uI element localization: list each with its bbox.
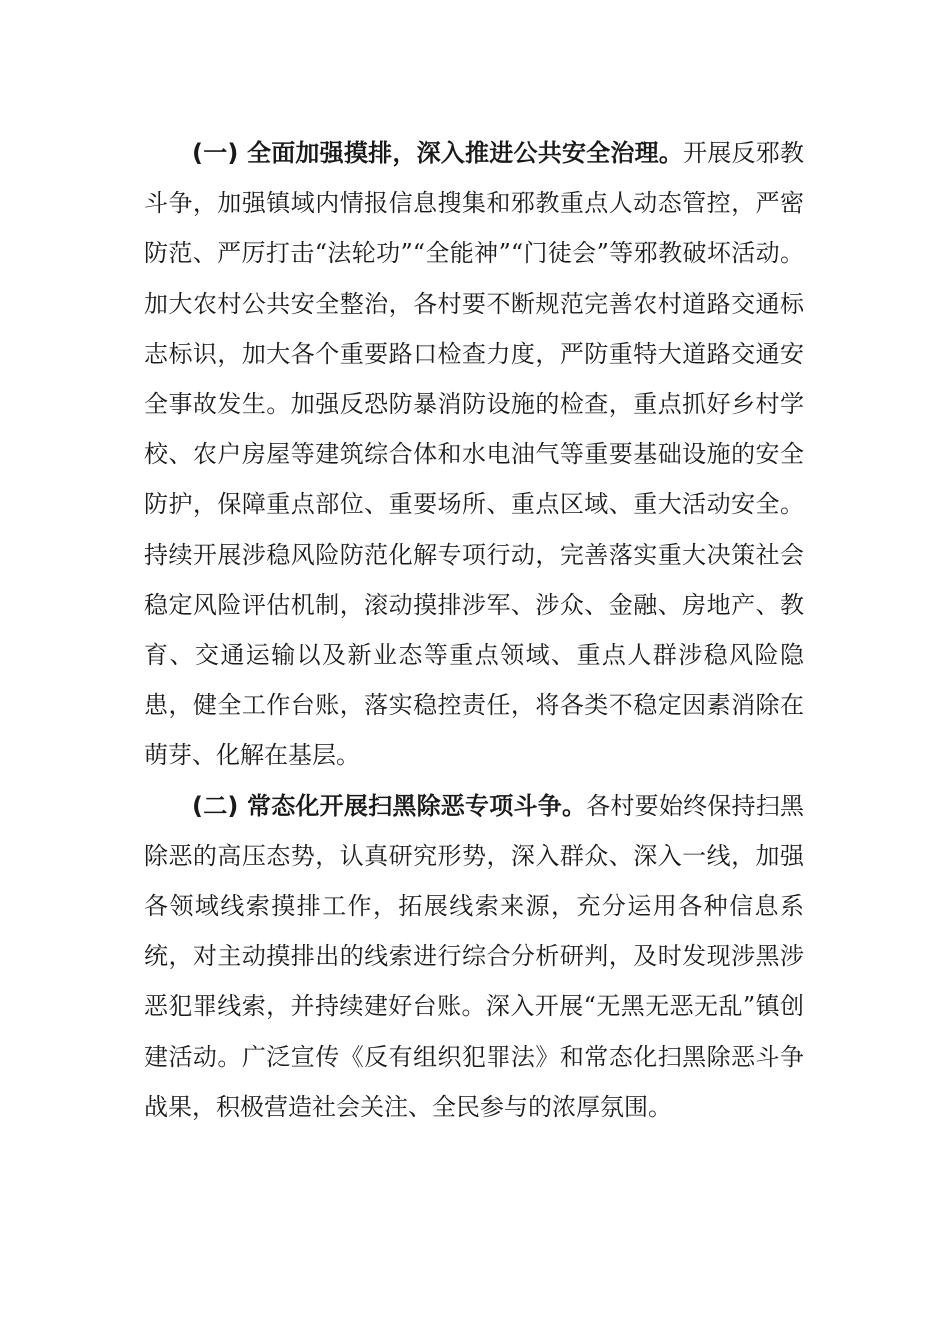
paragraph-heading-public-safety: (一) 全面加强摸排，深入推进公共安全治理。 — [192, 139, 684, 167]
paragraph-public-safety — [144, 128, 804, 781]
paragraph-anti-crime — [144, 781, 804, 1132]
paragraph-body-public-safety: 开展反邪教斗争，加强镇域内情报信息搜集和邪教重点人动态管控，严密防范、严厉打击“法轮功”“全能神”“门徒会”等邪教破坏活动。加大农村公共安全整治，各村要不断规范完善农村道路交通标志标识，加大各个重要路口检查力度，严防重特大道路交通安全事故发生。加强反恐防暴消防设施的检查，重点抓好乡村学校、农户房屋等建筑综合体和水电油气等重要基础设施的安全防护，保障重点部位、重要场所、重点区域、重大活动安全。持续开展涉稳风险防范化解专项行动，完善落实重大决策社会稳定风险评估机制，滚动摸排涉军、涉众、金融、房地产、教育、交通运输以及新业态等重点领域、重点人群涉稳风险隐患，健全工作台账，落实稳控责任，将各类不稳定因素消除在萌芽、化解在基层。 — [144, 139, 805, 770]
paragraph-heading-anti-crime: (二) 常态化开展扫黑除恶专项斗争。 — [192, 791, 587, 820]
paragraph-body-anti-crime: 各村要始终保持扫黑除恶的高压态势，认真研究形势，深入群众、深入一线，加强各领域线索摸排工作，拓展线索来源，充分运用各种信息系统，对主动摸排出的线索进行综合分析研判，及时发现涉黑涉恶犯罪线索，并持续建好台账。深入开展“无黑无恶无乱”镇创建活动。广泛宣传《反有组织犯罪法》和常态化扫黑除恶斗争战果，积极营造社会关注、全民参与的浓厚氛围。 — [144, 791, 804, 1121]
document-body — [144, 128, 804, 1132]
